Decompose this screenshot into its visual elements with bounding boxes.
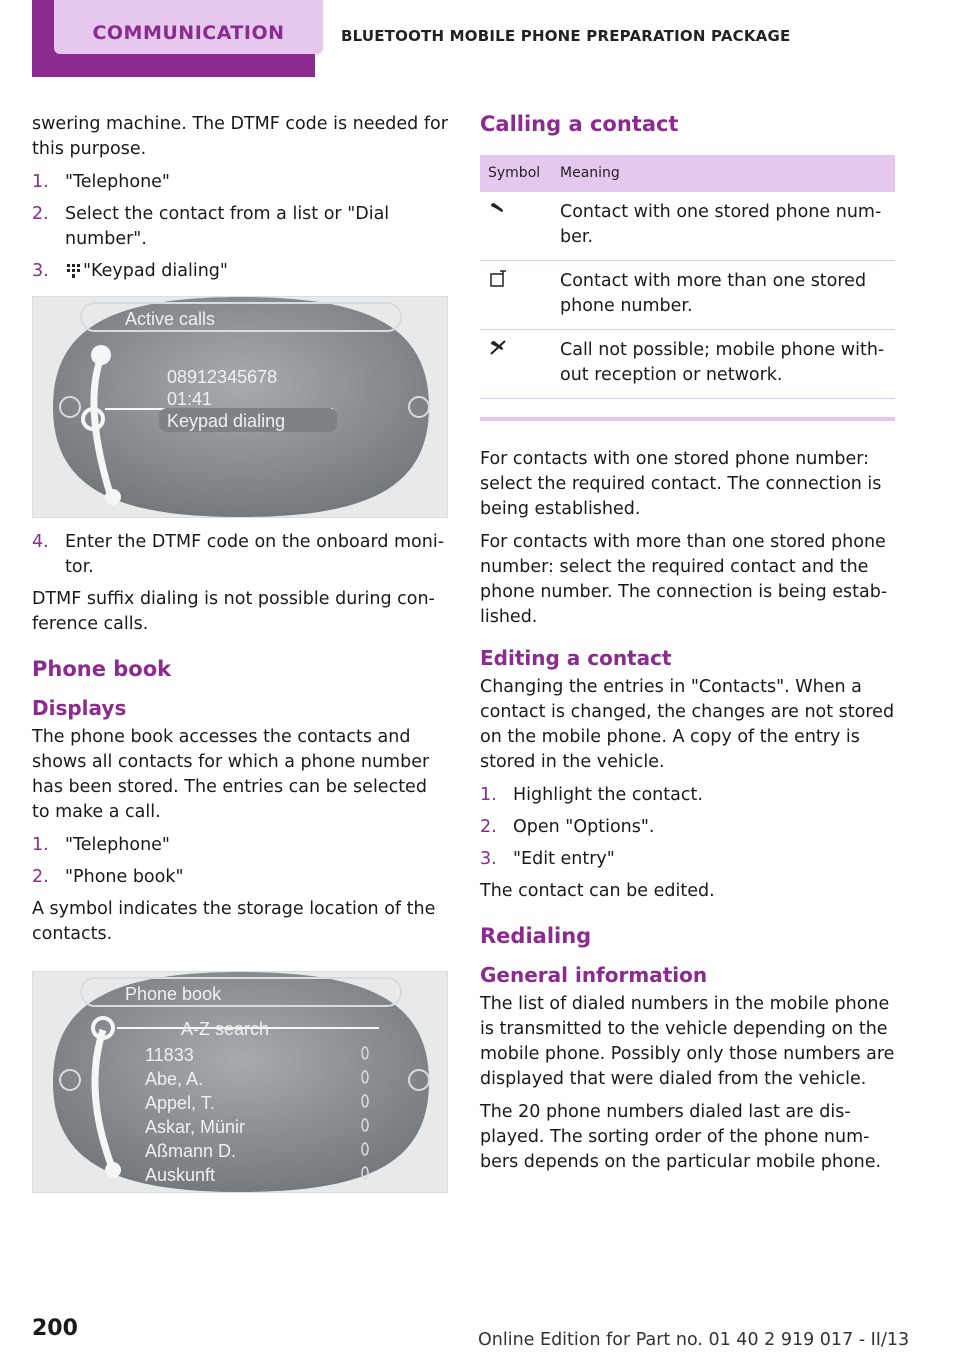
- phone-book-display: [33, 972, 448, 1192]
- screen-search: A-Z search: [181, 1019, 270, 1039]
- list-item: [32, 259, 448, 284]
- dtmf-note: DTMF suffix dialing is not possible during con-ference calls.: [32, 589, 435, 634]
- phone-book-screenshot: [32, 971, 448, 1193]
- paragraph: The list of dialed numbers in the mobile phone is transmitted to the vehicle depending on the mobile phone. Possibly only those numbers are displayed that were dialed from the vehicle.: [480, 994, 895, 1089]
- screen-selected-item: Keypad dialing: [167, 411, 286, 431]
- list-item: [32, 833, 448, 858]
- chapter-tab-inner: [54, 0, 323, 54]
- active-calls-screenshot: [32, 296, 448, 518]
- page-number: 200: [32, 1316, 78, 1341]
- section-title: BLUETOOTH MOBILE PHONE PREPARATION PACKAGE: [341, 27, 791, 45]
- list-text: "Telephone": [65, 835, 170, 855]
- steps-list-1b: [32, 530, 448, 580]
- phone-icon: [488, 205, 508, 225]
- list-num: 1.: [32, 172, 49, 192]
- heading-redialing: Redialing: [480, 924, 592, 948]
- table-header-symbol: Symbol: [480, 155, 552, 192]
- list-num: 1.: [480, 785, 497, 805]
- table-cell: Contact with one stored phone num-ber.: [552, 192, 895, 261]
- multi-number-icon: [488, 274, 508, 294]
- chapter-tab-label: COMMUNICATION: [92, 22, 285, 44]
- list-item: [32, 170, 448, 195]
- list-num: 4.: [32, 532, 49, 552]
- contact-entry: Auskunft: [145, 1165, 216, 1185]
- list-num: 1.: [32, 835, 49, 855]
- table-row: [480, 330, 895, 399]
- paragraph: For contacts with more than one stored phone number: select the required contact and the phone number. The connection is being estab-lished.: [480, 532, 888, 627]
- list-num: 3.: [32, 261, 49, 281]
- heading-displays: Displays: [32, 696, 127, 720]
- symbol-note: A symbol indicates the storage location of the contacts.: [32, 899, 436, 944]
- paragraph: For contacts with one stored phone number: select the required contact. The connection is being established.: [480, 449, 882, 519]
- list-item: [32, 865, 448, 890]
- paragraph: The contact can be edited.: [480, 881, 715, 901]
- heading-editing-contact: Editing a contact: [480, 646, 672, 670]
- phone-crossed-icon: [488, 343, 508, 363]
- screen-time: 01:41: [167, 389, 213, 409]
- table-end-rule: [480, 417, 895, 421]
- table-cell: Call not possible; mobile phone with-out reception or network.: [552, 330, 895, 399]
- intro-paragraph: swering machine. The DTMF code is needed for this purpose.: [32, 114, 448, 159]
- heading-calling-contact: Calling a contact: [480, 112, 679, 136]
- displays-paragraph: The phone book accesses the contacts and shows all contacts for which a phone number has been stored. The entries can be selected to make a call.: [32, 727, 430, 822]
- steps-list-1: [32, 170, 448, 284]
- contact-entry: Aßmann D.: [145, 1141, 237, 1161]
- list-num: 3.: [480, 849, 497, 869]
- steps-list-3: [480, 783, 895, 872]
- screen-title: Active calls: [125, 309, 216, 329]
- table-cell: Contact with more than one stored phone number.: [552, 261, 895, 330]
- list-text: Highlight the contact.: [513, 785, 703, 805]
- list-item: [480, 783, 895, 808]
- contact-entry: Askar, Münir: [145, 1117, 246, 1137]
- paragraph: The 20 phone numbers dialed last are dis-played. The sorting order of the phone num-bers depends on the particular mobile phone.: [480, 1102, 882, 1172]
- active-calls-display: [33, 297, 448, 517]
- left-column: [32, 112, 448, 1205]
- list-text: Select the contact from a list or "Dial number".: [65, 204, 390, 249]
- list-num: 2.: [480, 817, 497, 837]
- contact-entry: Appel, T.: [145, 1093, 215, 1113]
- list-text: "Phone book": [65, 867, 184, 887]
- heading-phone-book: Phone book: [32, 657, 172, 681]
- contact-entry: Abe, A.: [145, 1069, 204, 1089]
- heading-general-information: General information: [480, 963, 708, 987]
- list-text: Open "Options".: [513, 817, 655, 837]
- list-item: [32, 530, 448, 580]
- edition-note: Online Edition for Part no. 01 40 2 919 017 - II/13: [478, 1330, 910, 1350]
- table-header-meaning: Meaning: [552, 155, 895, 192]
- paragraph: Changing the entries in "Contacts". When a contact is changed, the changes are not stored on the mobile phone. A copy of the entry is stored in the vehicle.: [480, 677, 895, 772]
- contact-entry: 11833: [145, 1045, 194, 1065]
- table-row: [480, 192, 895, 261]
- list-item: [480, 815, 895, 840]
- keypad-icon: [65, 262, 83, 280]
- list-num: 2.: [32, 867, 49, 887]
- screen-title: Phone book: [125, 984, 222, 1004]
- list-text: "Edit entry": [513, 849, 615, 869]
- list-text: "Telephone": [65, 172, 170, 192]
- symbol-table: [480, 155, 895, 399]
- list-num: 2.: [32, 204, 49, 224]
- right-column: [480, 112, 895, 1183]
- list-text: Enter the DTMF code on the onboard moni-tor.: [65, 532, 445, 577]
- screen-number: 08912345678: [167, 367, 278, 387]
- list-item: [480, 847, 895, 872]
- chapter-tab[interactable]: [32, 0, 315, 77]
- list-item: [32, 202, 448, 252]
- list-text: "Keypad dialing": [83, 261, 228, 281]
- steps-list-2: [32, 833, 448, 890]
- table-row: [480, 261, 895, 330]
